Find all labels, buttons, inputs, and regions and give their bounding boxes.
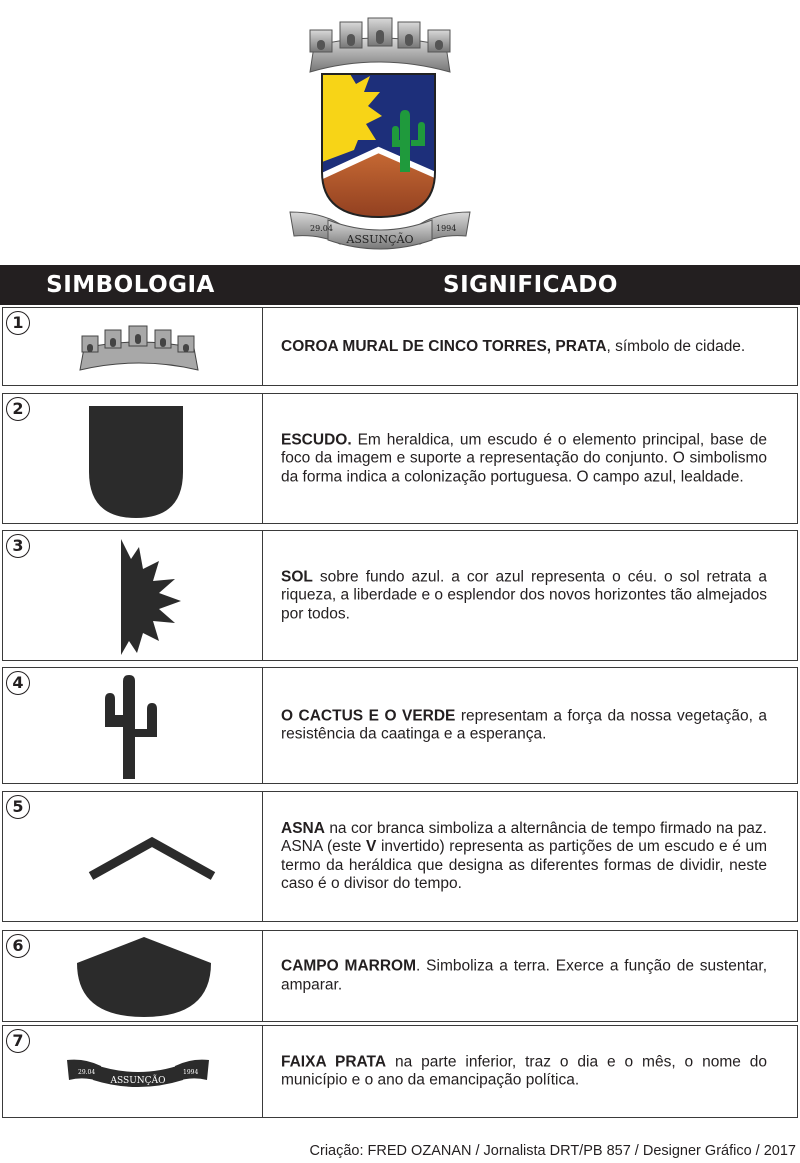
- symbol-cell: [3, 931, 263, 1021]
- row-number: 1: [6, 311, 30, 335]
- meaning-text: FAIXA PRATA na parte inferior, traz o dia e o mês, o nome do município e o ano da emancipação política.: [281, 1053, 768, 1089]
- meaning-text: ESCUDO. Em heraldica, um escudo é o elemento principal, base de foco da imagem e suporte a representação do conjunto. O simbolismo da forma indica a colonização portuguesa. O campo azul, lealdade.: [281, 430, 767, 485]
- table-header: [0, 265, 800, 305]
- table-row: [2, 393, 798, 524]
- svg-text:ASSUNÇÃO: ASSUNÇÃO: [110, 1076, 166, 1086]
- row-number: 6: [6, 934, 30, 958]
- symbol-cell: [3, 668, 263, 783]
- table-row: [2, 1025, 798, 1118]
- symbol-cell: [3, 531, 263, 660]
- meaning-text: SOL sobre fundo azul. a cor azul representa o céu. o sol retrata a riqueza, a liberdade e o esplendor dos novos horizontes tão almejados por todos.: [281, 567, 767, 622]
- emblem-shield: [320, 72, 440, 222]
- symbol-cell: [3, 792, 263, 921]
- svg-text:29.04: 29.04: [78, 1069, 96, 1076]
- cactus-icon: [101, 673, 159, 781]
- svg-text:29.04: 29.04: [310, 224, 333, 233]
- header-meaning: SIGNIFICADO: [443, 272, 618, 298]
- table-row: [2, 930, 798, 1022]
- silver-ribbon-icon: [65, 1050, 211, 1090]
- svg-text:1994: 1994: [183, 1069, 199, 1076]
- meaning-text: ASNA na cor branca simboliza a alternância de tempo firmado na paz. ASNA (este V invertido) representa as partições de um escudo e é um termo da heráldica que designa as diferentes formas de dividir, neste caso é o divisor do tempo.: [281, 819, 767, 892]
- table-row: [2, 667, 798, 784]
- symbol-cell: [3, 1026, 263, 1117]
- row-number: 4: [6, 671, 30, 695]
- svg-text:ASSUNÇÃO: ASSUNÇÃO: [346, 233, 414, 246]
- brown-field-icon: [75, 935, 213, 1019]
- meaning-text: O CACTUS E O VERDE representam a força da nossa vegetação, a resistência da caatinga e a esperança.: [281, 707, 767, 743]
- chevron-icon: [87, 832, 217, 882]
- row-number: 3: [6, 534, 30, 558]
- table-row: [2, 791, 798, 922]
- row-number: 7: [6, 1029, 30, 1053]
- meaning-text: CAMPO MARROM. Simboliza a terra. Exerce a função de sustentar, amparar.: [281, 957, 767, 993]
- table-row: [2, 530, 798, 661]
- credit-footer: Criação: FRED OZANAN / Jornalista DRT/PB 857 / Designer Gráfico / 2017: [309, 1143, 796, 1159]
- table-row: [2, 307, 798, 386]
- coat-of-arms: [280, 12, 480, 252]
- svg-text:1994: 1994: [436, 224, 457, 233]
- row-number: 2: [6, 397, 30, 421]
- row-number: 5: [6, 795, 30, 819]
- mural-crown-icon: [78, 320, 200, 374]
- header-symbology: SIMBOLOGIA: [46, 272, 215, 298]
- emblem-crown: [310, 18, 450, 72]
- sun-icon: [117, 537, 185, 657]
- symbol-cell: [3, 394, 263, 523]
- meaning-text: COROA MURAL DE CINCO TORRES, PRATA, símbolo de cidade.: [281, 337, 746, 355]
- symbol-cell: [3, 308, 263, 385]
- shield-icon: [87, 404, 185, 522]
